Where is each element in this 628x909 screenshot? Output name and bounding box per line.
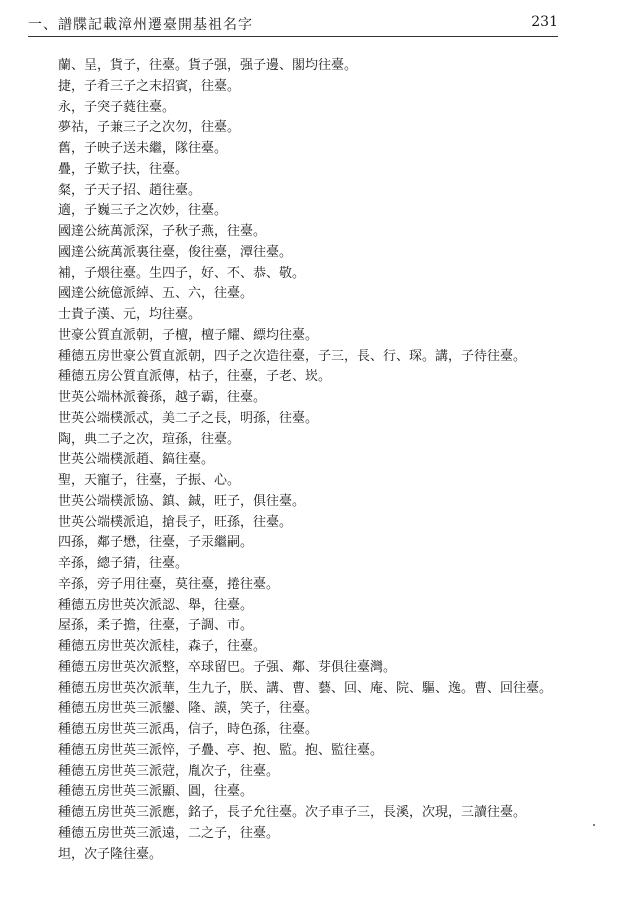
entry-line: 種德五房世英三派顯、圓，往臺。: [58, 784, 254, 800]
entry-line: 種德五房世英次派整，卒球留巴。子强、鄰、芽俱往臺灣。: [58, 659, 397, 675]
entry-line: 種德五房世英三派遠，二之子，往臺。: [58, 825, 280, 841]
entry-line: 夢祜，子兼三子之次勿，往臺。: [58, 120, 241, 136]
entry-line: 捷，子肴三子之末招賓，往臺。: [58, 78, 241, 94]
entry-line: 陶，典二子之次，瑄孫，往臺。: [58, 431, 241, 447]
entry-line: 種德五房世英三派禹，信子，時色孫，往臺。: [58, 722, 319, 737]
entry-line: 種德五房世英三派鑾、隆、謨，笑子，往臺。: [58, 701, 319, 717]
entry-line: 補，子煨往臺。生四子，好、不、恭、敬。: [58, 265, 306, 281]
scan-speck: [593, 824, 595, 826]
entry-line: 屋孫，柔子擔，往臺，子調、市。: [58, 618, 254, 634]
entry-line: 種德五房世英次派華，生九子，朕、講、曹、藝、回、庵、院、驅、逸。曹、回往臺。: [58, 680, 553, 696]
chapter-title: 一、譜牒記載漳州遷臺開基祖名字: [28, 17, 253, 33]
page-number: 231: [531, 14, 558, 30]
entry-line: 疊，子歎子扶，往臺。: [58, 161, 189, 177]
genealogy-entries: [58, 56, 578, 865]
entry-line: 世英公端樸派忒，美二子之長，明孫，往臺。: [58, 410, 319, 426]
entry-line: 種德五房世豪公質直派朝，四子之次造往臺，子三，長、行、琛。講，子待往臺。: [58, 348, 527, 364]
entry-line: 坦，次子隆往臺。: [58, 846, 163, 862]
entry-line: 辛孫，總子猜，往臺。: [58, 556, 189, 571]
entry-line: 舊，子映子送未繼，隊往臺。: [58, 141, 228, 156]
entry-line: 蘭、呈，貨子，往臺。貨子强，强子邊、閣均往臺。: [58, 58, 358, 73]
entry-line: 永，子突子蕤往臺。: [58, 99, 176, 115]
entry-line: 粲，子天子招、趙往臺。: [58, 182, 202, 198]
entry-line: 世豪公質直派朝，子檀，檀子耀、縹均往臺。: [58, 327, 319, 343]
entry-line: 國達公統萬派裏往臺，俊往臺，潭往臺。: [58, 244, 293, 260]
entry-line: 四孫，鄰子懋，往臺，子汞繼嗣。: [58, 535, 254, 551]
entry-line: 世英公端林派養孫，越子霸，往臺。: [58, 390, 267, 405]
running-header: [28, 14, 558, 37]
entry-line: 士貴子漢、元，均往臺。: [58, 307, 202, 322]
entry-line: 種德五房世英次派認、舉，往臺。: [58, 597, 254, 613]
entry-line: 世英公端樸派趙、鎬往臺。: [58, 452, 215, 468]
entry-line: 國達公統億派綽、五、六，往臺。: [58, 286, 254, 302]
entry-line: 種德五房世英三派悴，子疊、亭、抱、監。抱、監往臺。: [58, 742, 384, 758]
entry-line: 種德五房世英次派桂，森子，往臺。: [58, 639, 267, 654]
entry-line: 種德五房公質直派傳，枯子，往臺，子老、崁。: [58, 369, 332, 385]
entry-line: 世英公端樸派追，搶長子，旺孫，往臺。: [58, 514, 293, 530]
entry-line: 種德五房世英三派應，銘子，長子允往臺。次子車子三，長溪，次現，三讀往臺。: [58, 805, 527, 820]
entry-line: 種德五房世英三派蒄，胤次子，往臺。: [58, 763, 280, 779]
entry-line: 適，子巍三子之次妙，往臺。: [58, 203, 228, 219]
entry-line: 國達公統萬派深，子秋子燕，往臺。: [58, 224, 267, 239]
entry-line: 聖，天寵子，往臺，子振、心。: [58, 473, 241, 488]
entry-line: 辛孫，旁子用往臺，莫往臺，捲往臺。: [58, 576, 280, 592]
entry-line: 世英公端樸派協、鎮、鋮，旺子，俱往臺。: [58, 493, 306, 509]
